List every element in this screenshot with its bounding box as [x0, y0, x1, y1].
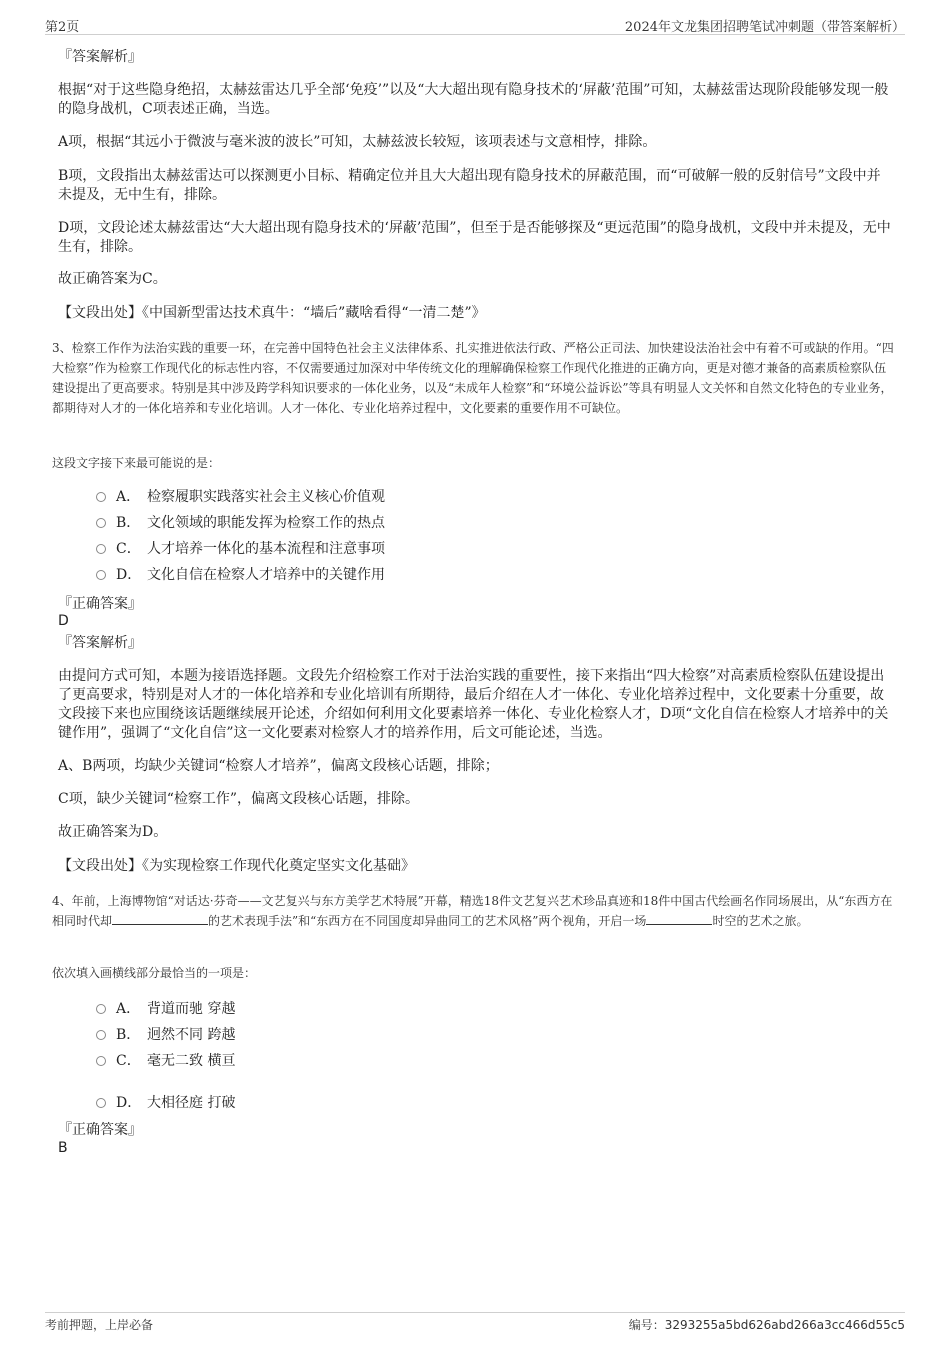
- q2-source: 【文段出处】《中国新型雷达技术真牛：“墙后”藏啥看得“一清二楚”》: [58, 305, 486, 321]
- option-text: 毫无二致 横亘: [147, 1053, 236, 1069]
- q3-option-a[interactable]: [96, 487, 385, 507]
- page-header: [45, 14, 905, 35]
- radio-icon[interactable]: [96, 1004, 106, 1014]
- q4-option-a[interactable]: [96, 999, 235, 1019]
- q2-conclusion: 故正确答案为C。: [58, 271, 167, 287]
- q3-option-d[interactable]: [96, 565, 385, 585]
- q3-stem: 3、检察工作作为法治实践的重要一环，在完善中国特色社会主义法律体系、扎实推进依法行政、严格公正司法、加快建设法治社会中有着不可或缺的作用。“四大检察”作为检察工作现代化的标志性内容，不仅需要通过加深对中华传统文化的理解确保检察工作现代化推进的正确方向，更是对德才兼备的高素质检察队伍建设提出了更高要求。特别是其中涉及跨学科知识要求的一体化业务，以及“未成年人检察”和“环境公益诉讼”等具有明显人文关怀和自然文化特色的专业业务，都期待对人才的一体化培养和专业化培训。人才一体化、专业化培养过程中，文化要素的重要作用不可缺位。: [52, 341, 894, 415]
- option-letter: D．: [116, 1095, 142, 1111]
- q2-analysis-p3: B项，文段指出太赫兹雷达可以探测更小目标、精确定位并且大大超出现有隐身技术的屏蔽范围，而“可破解一般的反射信号”文段中并未提及，无中生有，排除。: [58, 168, 881, 203]
- q4-option-c[interactable]: [96, 1051, 235, 1071]
- q4-option-d[interactable]: [96, 1093, 235, 1113]
- q4-correct-answer: B: [58, 1140, 68, 1156]
- radio-icon[interactable]: [96, 518, 106, 528]
- option-letter: B．: [116, 515, 141, 531]
- code-label: 编号：: [628, 1318, 665, 1332]
- fill-blank-2: [646, 912, 712, 925]
- radio-icon[interactable]: [96, 544, 106, 554]
- option-text: 大相径庭 打破: [147, 1095, 236, 1111]
- q3-option-b[interactable]: [96, 513, 385, 533]
- q2-analysis-p2: A项，根据“其远小于微波与毫米波的波长”可知，太赫兹波长较短，该项表述与文意相悖，排除。: [58, 134, 657, 150]
- q3-analysis-p1: 由提问方式可知，本题为接语选择题。文段先介绍检察工作对于法治实践的重要性，接下来指出“四大检察”对高素质检察队伍建设提出了更高要求，特别是对人才的一体化培养和专业化培训有所期待，最后介绍在人才一体化、专业化培养过程中，文化要素十分重要，故文段接下来也应围绕该话题继续展开论述，介绍如何利用文化要素培养一体化、专业化检察人才，D项“文化自信在检察人才培养中的关键作用”，强调了“文化自信”这一文化要素对检察人才的培养作用，后文可能论述，当选。: [58, 668, 889, 741]
- document-code: [629, 1316, 905, 1333]
- fill-blank-1: [112, 912, 208, 925]
- option-text: 检察履职实践落实社会主义核心价值观: [147, 489, 385, 505]
- code-value: 3293255a5bd626abd266a3cc466d55c5: [664, 1318, 905, 1332]
- q3-question: 这段文字接下来最可能说的是：: [52, 456, 221, 470]
- radio-icon[interactable]: [96, 1056, 106, 1066]
- q3-option-c[interactable]: [96, 539, 385, 559]
- analysis-label: 『答案解析』: [58, 635, 142, 651]
- page-number: 第2页: [45, 20, 80, 35]
- option-letter: D．: [116, 567, 142, 583]
- q4-stem-part3: 时空的艺术之旅。: [712, 914, 809, 928]
- radio-icon[interactable]: [96, 492, 106, 502]
- option-text: 人才培养一体化的基本流程和注意事项: [147, 541, 385, 557]
- q4-stem-part2: 的艺术表现手法”和“东西方在不同国度却异曲同工的艺术风格”两个视角，开启一场: [208, 914, 647, 928]
- q4-question: 依次填入画横线部分最恰当的一项是：: [52, 966, 257, 980]
- q2-analysis-p1: 根据“对于这些隐身绝招，太赫兹雷达几乎全部‘免疫’”以及“大大超出现有隐身技术的‘屏蔽’范围”可知，太赫兹雷达现阶段能够发现一般的隐身战机，C项表述正确，当选。: [58, 82, 889, 117]
- q4-stem: [52, 891, 895, 931]
- q3-correct-answer: D: [58, 613, 69, 629]
- radio-icon[interactable]: [96, 1030, 106, 1040]
- option-letter: B．: [116, 1027, 141, 1043]
- option-letter: C．: [116, 541, 141, 557]
- option-letter: A．: [116, 489, 141, 505]
- q4-option-b[interactable]: [96, 1025, 235, 1045]
- option-text: 背道而驰 穿越: [147, 1001, 236, 1017]
- page-footer: [45, 1312, 905, 1333]
- analysis-label: 『答案解析』: [58, 49, 142, 65]
- q4-stem-part1: 4、年前，上海博物馆“对话达·芬奇——文艺复兴与东方美学艺术特展”开幕，精选18件文艺复兴艺术珍品真迹和18件中国古代绘画名作同场展出，从“东西方在相同时代却: [52, 894, 893, 928]
- radio-icon[interactable]: [96, 1098, 106, 1108]
- footer-slogan: 考前押题，上岸必备: [45, 1318, 154, 1332]
- q3-conclusion: 故正确答案为D。: [58, 824, 168, 840]
- q3-source: 【文段出处】《为实现检察工作现代化奠定坚实文化基础》: [58, 858, 415, 874]
- option-text: 迥然不同 跨越: [147, 1027, 236, 1043]
- option-letter: A．: [116, 1001, 141, 1017]
- radio-icon[interactable]: [96, 570, 106, 580]
- q3-analysis-p2: A、B两项，均缺少关键词“检察人才培养”，偏离文段核心话题，排除；: [58, 758, 499, 774]
- q3-analysis-p3: C项，缺少关键词“检察工作”，偏离文段核心话题，排除。: [58, 791, 420, 807]
- option-text: 文化领域的职能发挥为检察工作的热点: [147, 515, 385, 531]
- document-title: 2024年文龙集团招聘笔试冲刺题（带答案解析）: [624, 20, 905, 35]
- q2-analysis-p4: D项，文段论述太赫兹雷达“大大超出现有隐身技术的‘屏蔽’范围”，但至于是否能够探及“更远范围”的隐身战机，文段中并未提及，无中生有，排除。: [58, 220, 891, 255]
- correct-answer-label: 『正确答案』: [58, 596, 142, 612]
- option-letter: C．: [116, 1053, 141, 1069]
- option-text: 文化自信在检察人才培养中的关键作用: [147, 567, 385, 583]
- correct-answer-label: 『正确答案』: [58, 1122, 142, 1138]
